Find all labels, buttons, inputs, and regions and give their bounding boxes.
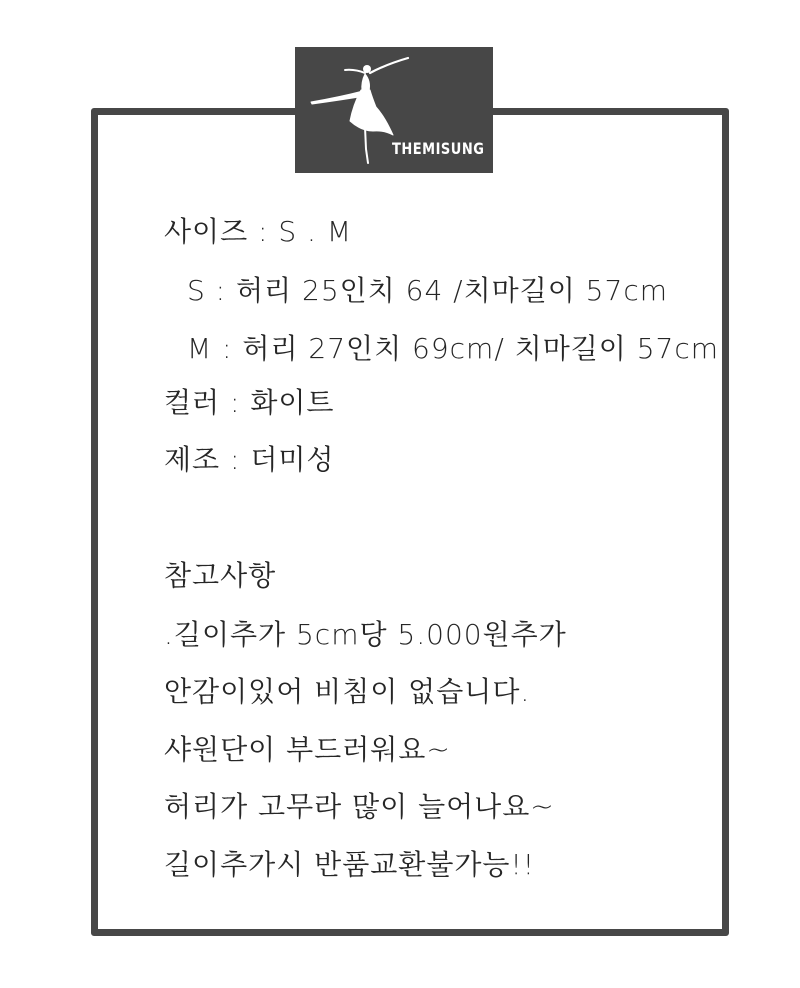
brand-logo — [295, 47, 493, 173]
size-s-line: S : 허리 25인치 64 /치마길이 57cm — [187, 274, 668, 307]
brand-name: THEMISUNG — [392, 140, 485, 159]
note-item-2: 안감이있어 비침이 없습니다. — [164, 675, 531, 708]
note-item-5: 길이추가시 반품교환불가능!! — [164, 848, 535, 881]
notes-heading: 참고사항 — [164, 559, 277, 592]
size-line: 사이즈 : S . M — [164, 215, 353, 248]
note-item-3: 샤원단이 부드러워요~ — [164, 733, 451, 766]
maker-line: 제조 : 더미성 — [164, 443, 335, 476]
note-item-4: 허리가 고무라 많이 늘어나요~ — [164, 790, 555, 823]
note-item-1: .길이추가 5cm당 5.000원추가 — [164, 618, 567, 651]
color-line: 컬러 : 화이트 — [164, 386, 335, 419]
size-m-line: M : 허리 27인치 69cm/ 치마길이 57cm — [187, 332, 720, 365]
